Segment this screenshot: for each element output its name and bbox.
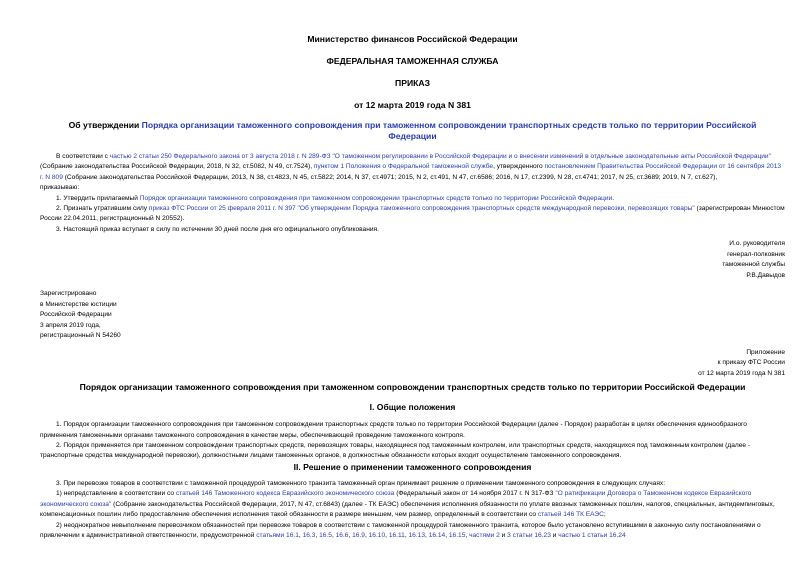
article-16-5-link[interactable]: 16.5 bbox=[319, 531, 332, 539]
ministry-heading: Министерство финансов Российской Федерации bbox=[307, 34, 518, 44]
article-16-10-link[interactable]: 16.10 bbox=[368, 531, 386, 539]
comma: , bbox=[331, 531, 336, 539]
procedure-subitem-2 bbox=[40, 521, 785, 542]
order-397-link[interactable]: приказ ФТС России от 25 февраля 2011 г. N 397 "Об утверждении Порядка таможенного сопровождения транспортных средств международной перевозки, перевозящих товары" bbox=[148, 205, 695, 213]
appendix-line-1: Приложение bbox=[746, 348, 785, 356]
conjunction: и bbox=[550, 531, 559, 539]
signature-line-1: И.о. руководителя bbox=[729, 240, 785, 248]
tk-eaes-146-article-link[interactable]: статьей 146 ТК ЕАЭС bbox=[537, 511, 604, 519]
doc-subject bbox=[40, 120, 785, 142]
article-16-15-link[interactable]: 16.15 bbox=[448, 531, 466, 539]
order-item-1 bbox=[40, 194, 785, 204]
item-text: (зарегистрирован Минюстом России 22.04.2011, регистрационный N 20552). bbox=[40, 205, 785, 223]
preamble-text: В соответствии с bbox=[56, 153, 110, 160]
preamble-text: (Собрание законодательства Российской Федерации, 2013, N 38, ст.4823, N 45, ст.5822; 2014, N 37, ст.4971; 2015, N 2, ст.491, N 47, ст.6586; 2016, N 17, ст.2399, N 28, ст.4741; 2017, N 25, ст.3689; 2019, N 7, ст.627), bbox=[62, 173, 718, 181]
part-2-link[interactable]: частями 2 bbox=[469, 531, 500, 539]
preamble-paragraph bbox=[40, 152, 785, 183]
section-2-heading: II. Решение о применении таможенного сопровождения bbox=[293, 461, 532, 472]
comma: , bbox=[404, 531, 409, 539]
conjunction: и bbox=[499, 531, 508, 539]
appendix-line-3: от 12 марта 2019 года N 381 bbox=[698, 369, 785, 377]
order-item-2 bbox=[40, 204, 785, 225]
order-word: приказываю: bbox=[40, 184, 80, 192]
comma: , bbox=[385, 531, 389, 539]
signature-line-3: таможенной службы bbox=[722, 261, 785, 269]
comma: , bbox=[445, 531, 449, 539]
article-16-13-link[interactable]: 16.13 bbox=[408, 531, 426, 539]
item-text: 2. Признать утратившим силу bbox=[56, 205, 149, 213]
signature-line-2: генерал-полковник bbox=[727, 250, 785, 258]
article-16-11-link[interactable]: 16.11 bbox=[388, 531, 405, 539]
article-16-9-link[interactable]: 16.9 bbox=[352, 531, 365, 539]
signature-line-4: Р.В.Давыдов bbox=[746, 271, 785, 279]
comma: , bbox=[315, 531, 320, 539]
tk-eaes-146-link[interactable]: статьей 146 Таможенного кодекса Евразийского экономического союза bbox=[175, 490, 395, 498]
subitem-text: (Собрание законодательства Российской Федерации, 2017, N 47, ст.6843) (далее - ТК ЕАЭС) обеспечения исполнения обязанности по уплате ввозных таможенных пошлин, налогов, специальных, антидемпинговых, компенсационных пошлин либо предоставление обеспечения исполнения такой обязанности в размере меньшем, чем размер, определенный в соответствии со bbox=[40, 500, 775, 519]
procedure-subitem-1 bbox=[40, 489, 785, 520]
article-16-3-link[interactable]: 16.3 bbox=[302, 531, 316, 539]
procedure-paragraph-2: 2. Порядок применяется при таможенном сопровождении транспортных средств, перевозящих товары, находящиеся под таможенным контролем, или транспортных средств, находящихся под таможенным контролем (далее - транспортные средства международной перевозки), должностными лицами таможенных органов, в должностные обязанности которых входит осуществление таможенного сопровождения. bbox=[40, 442, 751, 460]
doc-subject-prefix: Об утверждении bbox=[68, 120, 142, 130]
ratification-law-link[interactable]: "О ратификации Договора о Таможенном кодексе Евразийского экономического союза" bbox=[40, 490, 752, 508]
comma: , bbox=[348, 531, 353, 539]
comma: , bbox=[298, 531, 303, 539]
preamble-text: (Собрание законодательства Российской Федерации, 2018, N 32, ст.5082, N 49, ст.7524), bbox=[40, 163, 314, 171]
preamble-text: , утвержденного bbox=[493, 163, 545, 171]
procedure-title: Порядок организации таможенного сопровождения при таможенном сопровождении транспортных средств только по территории Российской Федерации bbox=[79, 382, 746, 393]
order-item-3: 3. Настоящий приказ вступает в силу по истечении 30 дней после дня его официального опубликования. bbox=[56, 225, 379, 233]
item-text: . bbox=[612, 194, 615, 202]
subitem-text: (Федеральный закон от 14 ноября 2017 г. N 317-ФЗ bbox=[394, 490, 556, 498]
registration-line-1: Зарегистрировано bbox=[40, 290, 97, 298]
appendix-line-2: к приказу ФТС России bbox=[717, 359, 785, 367]
service-heading: ФЕДЕРАЛЬНАЯ ТАМОЖЕННАЯ СЛУЖБА bbox=[326, 56, 499, 66]
section-1-heading: I. Общие положения bbox=[369, 402, 456, 413]
procedure-paragraph-1: 1. Порядок организации таможенного сопровождения при таможенном сопровождении транспортных средств только по территории Российской Федерации (далее - Порядок) разработан в целях обеспечения единообразного применения таможенными органами таможенного сопровождения в качестве меры, обеспечивающей проведение таможенного контроля. bbox=[40, 421, 747, 439]
item-text: 1. Утвердить прилагаемый bbox=[56, 194, 140, 202]
registration-line-5: регистрационный N 54260 bbox=[40, 332, 121, 340]
doc-date-number: от 12 марта 2019 года N 381 bbox=[354, 100, 471, 110]
article-16-1-link[interactable]: статьями 16.1 bbox=[256, 531, 299, 539]
government-decree-link[interactable]: постановлением Правительства Российской Федерации от 16 сентября 2013 г. N 809 bbox=[40, 163, 782, 181]
comma: , bbox=[425, 531, 429, 539]
article-16-23-link[interactable]: 3 статьи 16.23 bbox=[507, 531, 551, 539]
fts-regulation-link[interactable]: пунктом 1 Положения о Федеральной таможенной службе bbox=[313, 163, 494, 171]
subitem-text: ; bbox=[603, 511, 606, 519]
comma: , bbox=[364, 531, 369, 539]
article-16-24-link[interactable]: частью 1 статьи 16.24 bbox=[558, 531, 626, 539]
procedure-paragraph-3: 3. При перевозке товаров в соответствии с таможенной процедурой таможенного транзита таможенный орган принимает решение о применении таможенного сопровождения в следующих случаях: bbox=[56, 479, 666, 487]
doc-type-heading: ПРИКАЗ bbox=[395, 78, 430, 88]
subitem-text: 1) непредставление в соответствии со bbox=[56, 490, 176, 498]
registration-line-2: в Министерстве юстиции bbox=[40, 300, 117, 308]
subitem-text: 2) неоднократное невыполнение перевозчиком обязанностей при перевозке товаров в соответствии с таможенной процедурой таможенного транзита, которое было установлено вступившими в законную силу постановлениями о привлечении к административной ответственности, предусмотренной bbox=[40, 521, 761, 539]
procedure-link[interactable]: Порядок организации таможенного сопровождения при таможенном сопровождении транспортных средств только по территории Российской Федерации bbox=[139, 194, 613, 202]
comma: , bbox=[465, 531, 470, 539]
law-289fz-link[interactable]: частью 2 статьи 250 Федерального закона от 3 августа 2018 г. N 289-ФЗ "О таможенном регулировании в Российской Федерации и о внесении изменений в отдельные законодательные акты Российской Федерации" bbox=[109, 153, 771, 160]
registration-line-4: 3 апреля 2019 года, bbox=[40, 321, 101, 329]
article-16-14-link[interactable]: 16.14 bbox=[428, 531, 446, 539]
article-16-6-link[interactable]: 16.6 bbox=[335, 531, 349, 539]
doc-subject-link[interactable]: Порядка организации таможенного сопровождения при таможенном сопровождении транспортных средств только по территории Российской Федерации bbox=[141, 120, 757, 141]
registration-line-3: Российской Федерации bbox=[40, 311, 112, 319]
